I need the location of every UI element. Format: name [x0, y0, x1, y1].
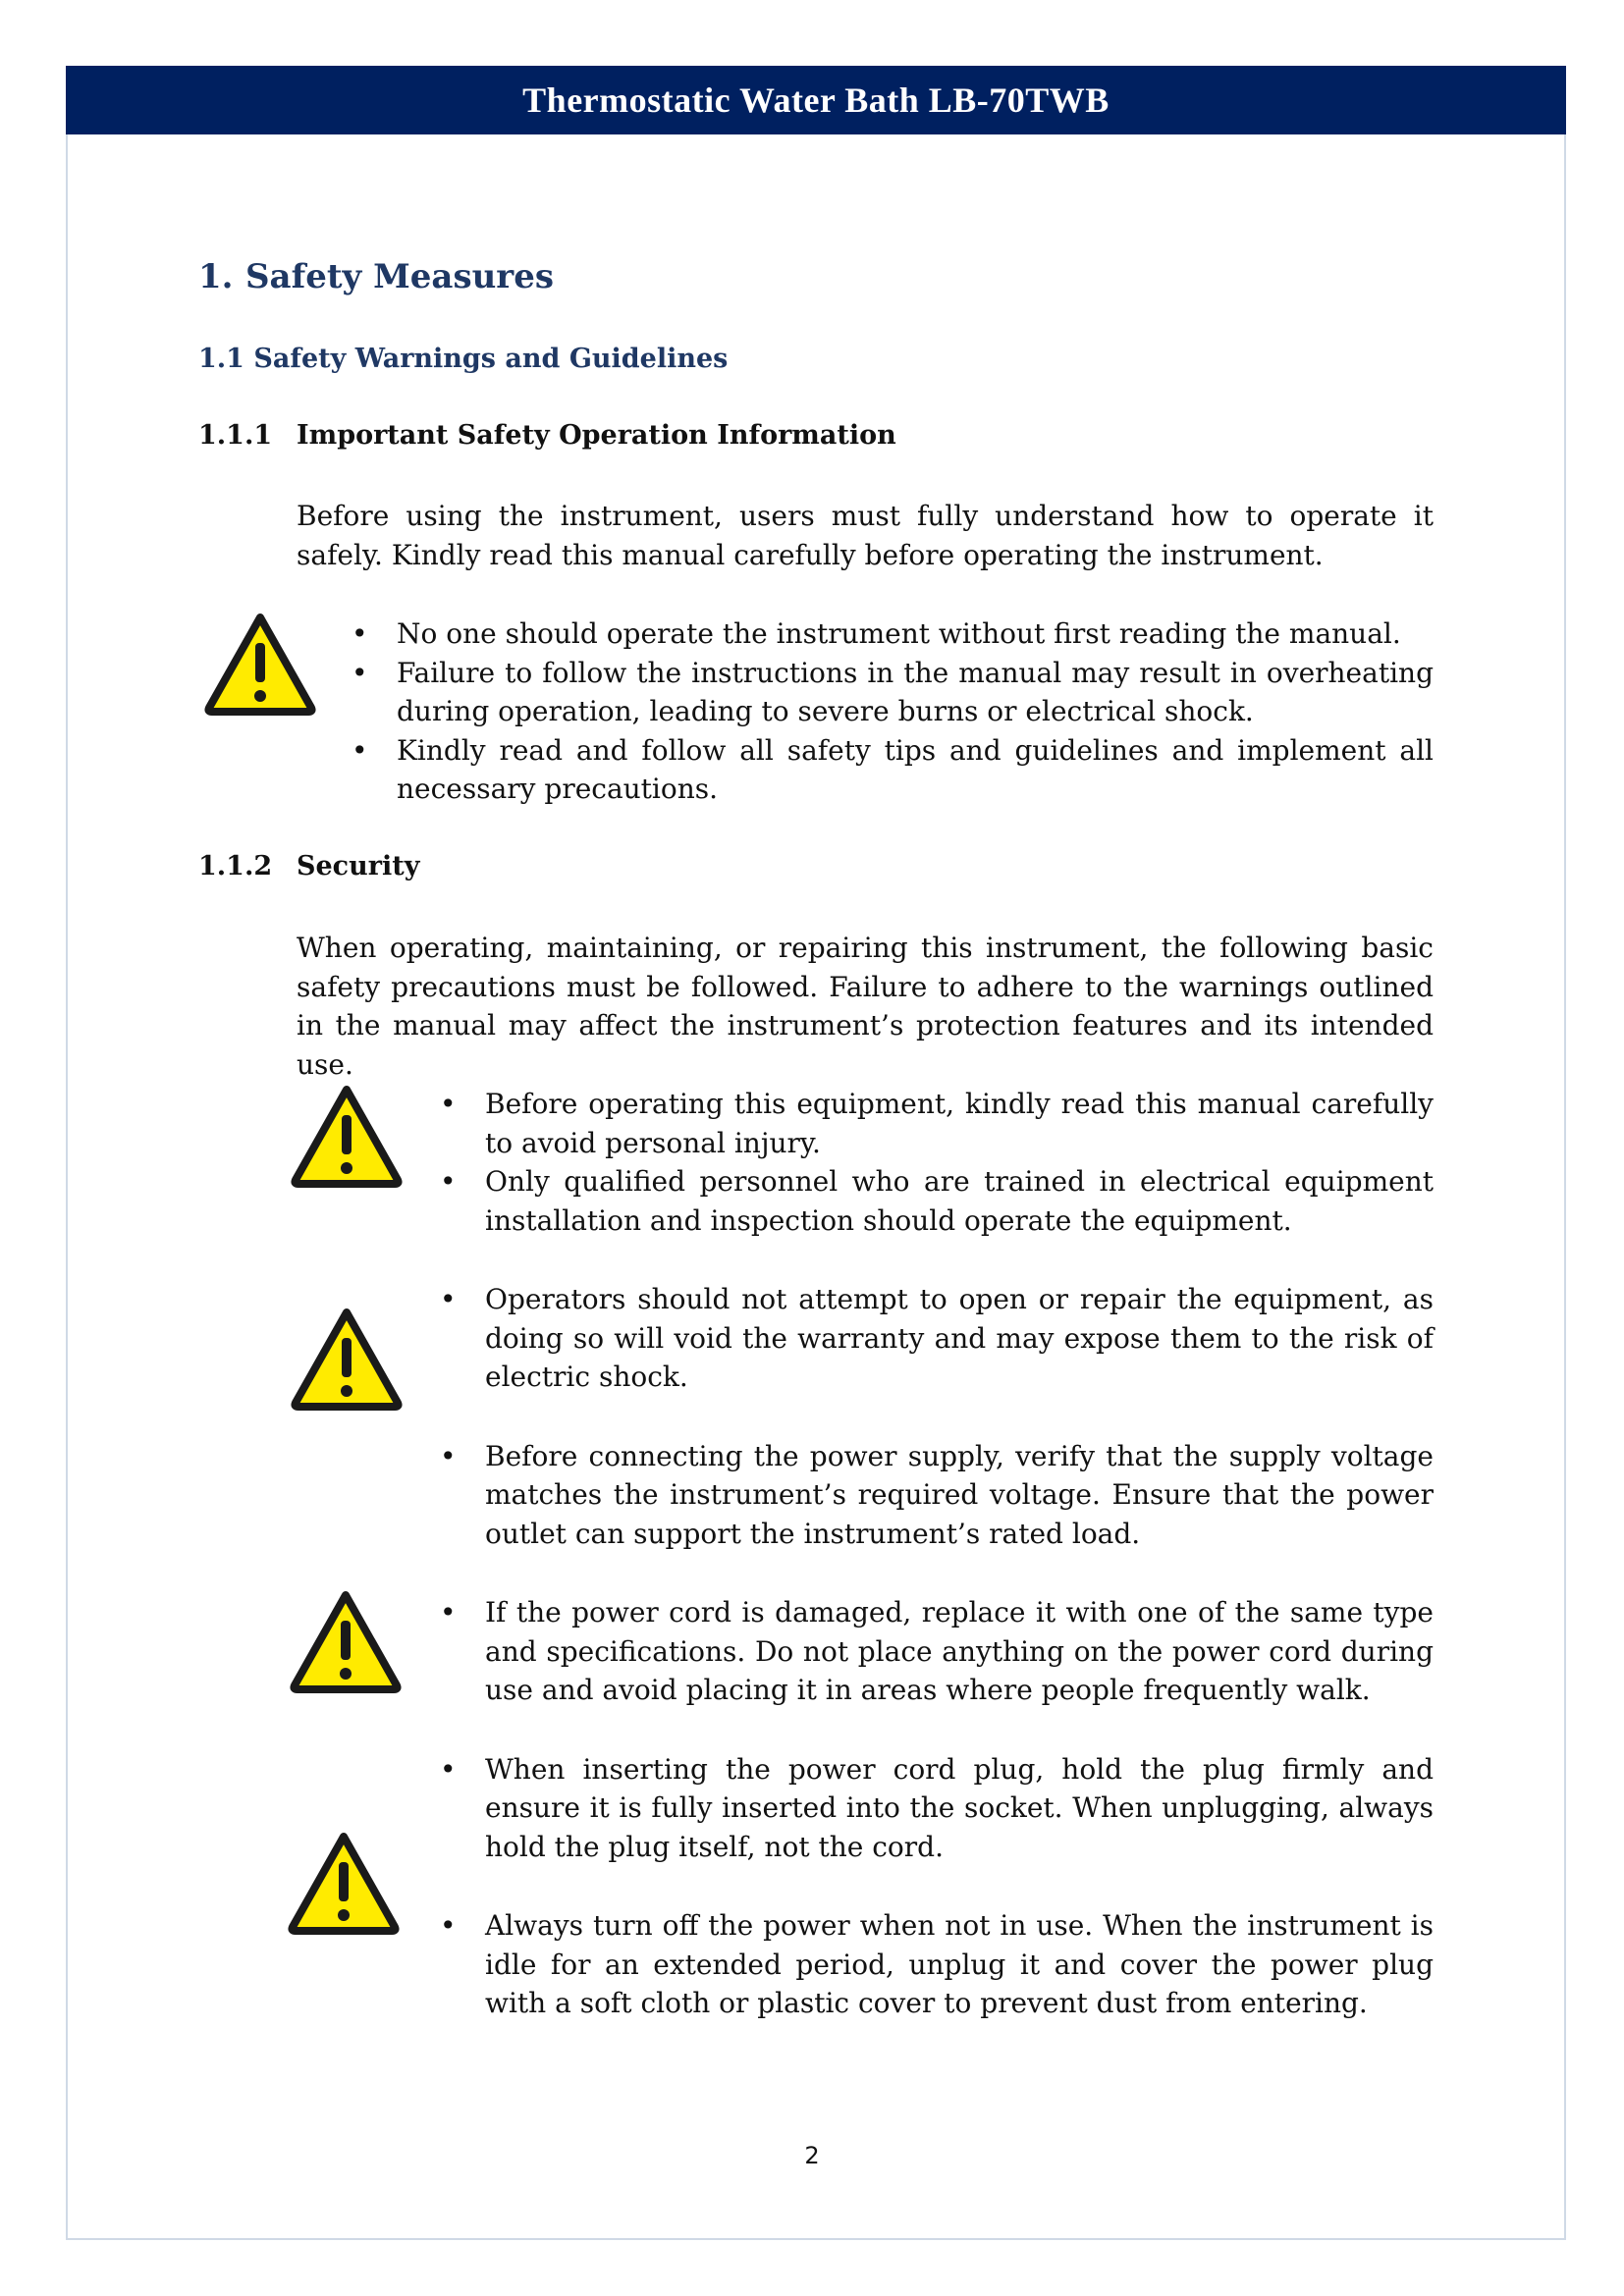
- paragraph-text: When operating, maintaining, or repairing this instrument, the following basic safety precautions must be followed. Failure to adhere to the warnings outlined in the manual may affect the instrument’s protection features and its intended use.: [297, 932, 1434, 1081]
- subsubsection-heading-security: [198, 851, 419, 881]
- list-item: • No one should operate the instrument without first reading the manual.: [397, 614, 1434, 654]
- section-title: Safety Measures: [245, 257, 554, 296]
- warning-triangle-icon: [287, 1587, 405, 1695]
- bullet-list-security: [485, 1085, 1434, 2023]
- section-number: 1.: [198, 257, 234, 296]
- list-item: • If the power cord is damaged, replace it with one of the same type and specifications. Do not place anything on the power cord during use and avoid placing it in areas where people frequently walk.: [485, 1593, 1434, 1710]
- paragraph-text: Before using the instrument, users must fully understand how to operate it safely. Kindly read this manual carefully before operating the instrument.: [297, 500, 1434, 571]
- warning-triangle-icon: [201, 610, 319, 718]
- list-item: • Before connecting the power supply, verify that the supply voltage matches the instrument’s required voltage. Ensure that the power outlet can support the instrument’s rated load.: [485, 1437, 1434, 1554]
- bullet-list-important-info: [397, 614, 1434, 809]
- subsubsection-title: Security: [297, 851, 420, 881]
- intro-paragraph-security: [297, 929, 1434, 1084]
- subsubsection-number: 1.1.2: [198, 851, 273, 881]
- list-item: • Always turn off the power when not in use. When the instrument is idle for an extended period, unplug it and cover the power plug with a soft cloth or plastic cover to prevent dust from entering.: [485, 1906, 1434, 2023]
- section-heading-safety-measures: [198, 257, 554, 296]
- list-item: • Before operating this equipment, kindly read this manual carefully to avoid personal injury.: [485, 1085, 1434, 1162]
- document-title: Thermostatic Water Bath LB-70TWB: [522, 80, 1110, 120]
- list-item: • When inserting the power cord plug, hold the plug firmly and ensure it is fully inserted into the socket. When unplugging, always hold the plug itself, not the cord.: [485, 1750, 1434, 1867]
- document-header-banner: [66, 66, 1566, 134]
- warning-triangle-icon: [288, 1305, 406, 1413]
- subsubsection-heading-important-info: [198, 420, 896, 451]
- intro-paragraph-important-info: [297, 497, 1434, 574]
- warning-triangle-icon: [285, 1829, 403, 1937]
- subsection-heading-safety-warnings: 1.1 Safety Warnings and Guidelines: [198, 344, 729, 374]
- subsubsection-number: 1.1.1: [198, 420, 273, 451]
- list-item: • Kindly read and follow all safety tips and guidelines and implement all necessary precautions.: [397, 731, 1434, 809]
- page-number: 2: [804, 2142, 820, 2169]
- subsubsection-title: Important Safety Operation Information: [297, 420, 896, 451]
- list-item: • Only qualified personnel who are trained in electrical equipment installation and inspection should operate the equipment.: [485, 1162, 1434, 1240]
- list-item: • Operators should not attempt to open or repair the equipment, as doing so will void the warranty and may expose them to the risk of electric shock.: [485, 1280, 1434, 1397]
- list-item: • Failure to follow the instructions in the manual may result in overheating during operation, leading to severe burns or electrical shock.: [397, 654, 1434, 731]
- warning-triangle-icon: [288, 1082, 406, 1190]
